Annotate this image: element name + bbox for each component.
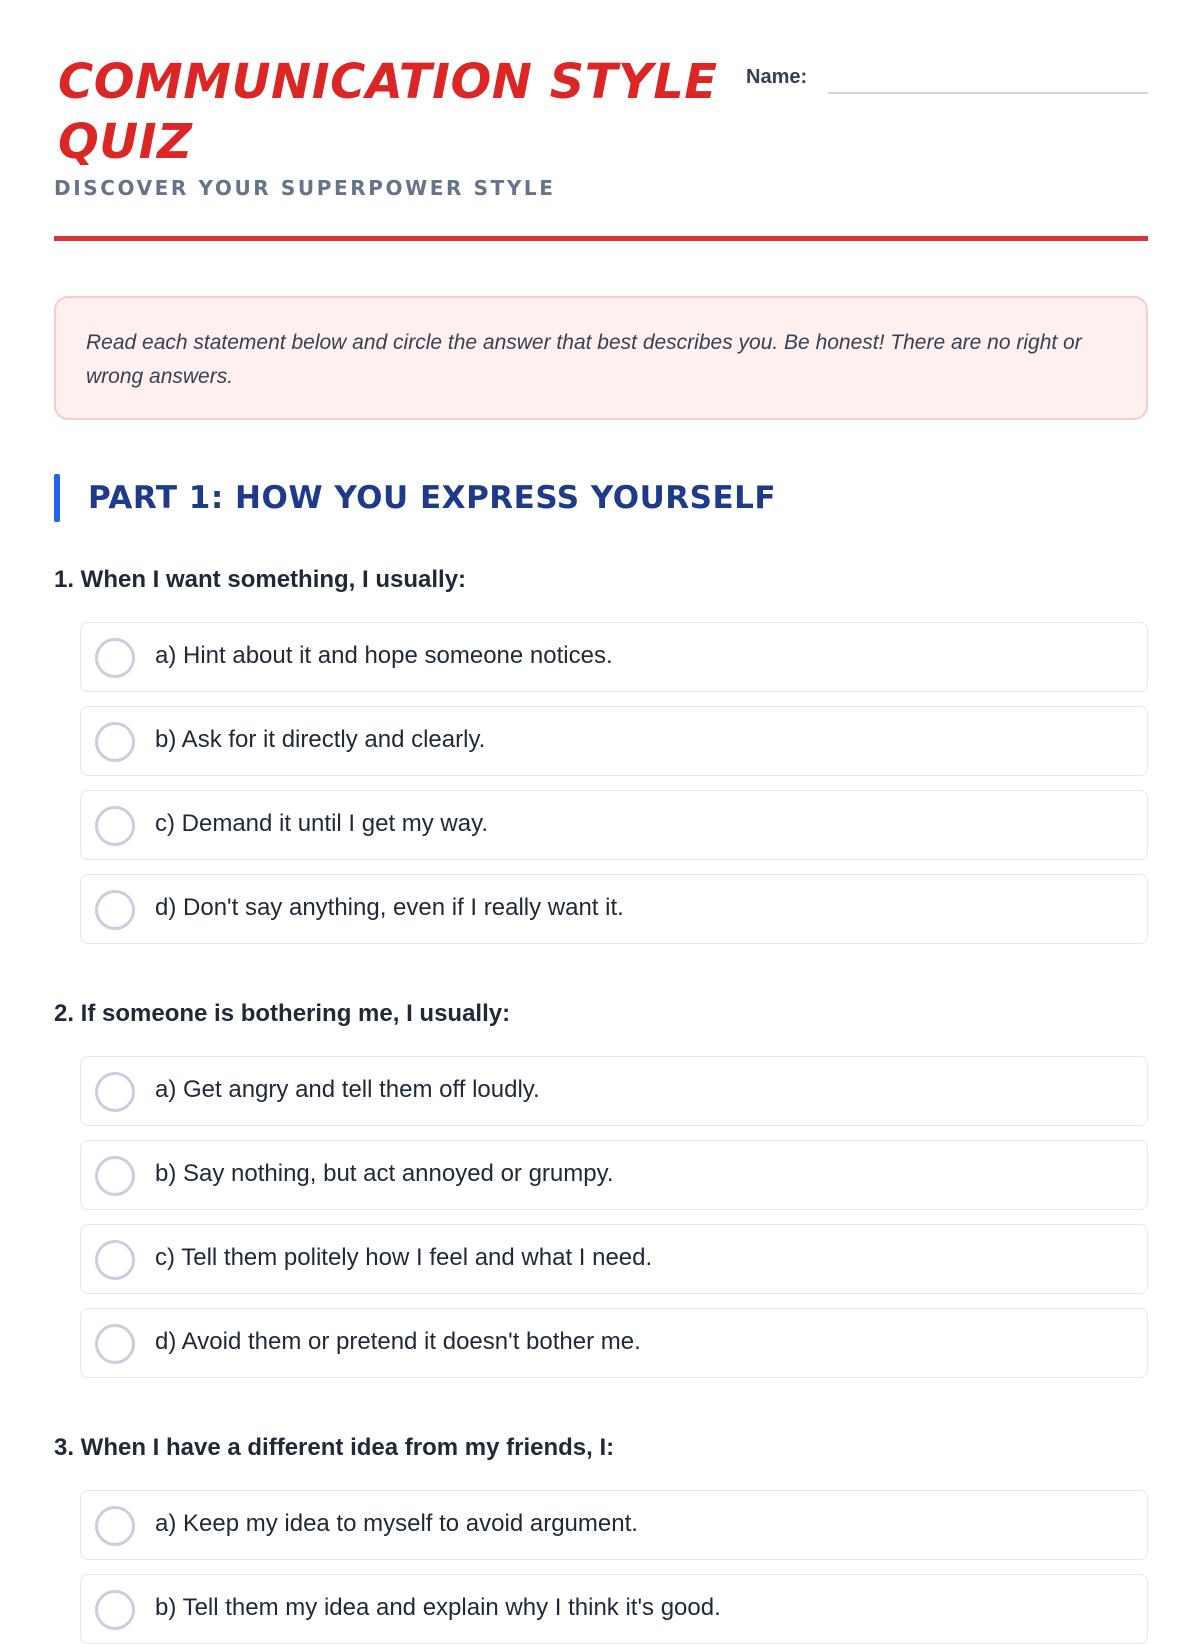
- radio-circle-icon[interactable]: [95, 1240, 135, 1280]
- radio-circle-icon[interactable]: [95, 806, 135, 846]
- page-subtitle: DISCOVER YOUR SUPERPOWER STYLE: [54, 176, 556, 200]
- answer-label: a) Get angry and tell them off loudly.: [155, 1076, 540, 1103]
- header-divider: [54, 236, 1148, 241]
- answer-option[interactable]: [80, 874, 1148, 944]
- part-title: PART 1: HOW YOU EXPRESS YOURSELF: [88, 480, 777, 516]
- answer-option[interactable]: [80, 1574, 1148, 1644]
- answer-label: c) Tell them politely how I feel and what I need.: [155, 1244, 653, 1271]
- worksheet-page: [54, 0, 1148, 1621]
- answer-label: d) Avoid them or pretend it doesn't bother me.: [155, 1328, 641, 1355]
- answer-option[interactable]: [80, 1490, 1148, 1560]
- radio-circle-icon[interactable]: [95, 1156, 135, 1196]
- part-accent-bar: [54, 474, 60, 522]
- answer-option[interactable]: [80, 790, 1148, 860]
- name-label: Name:: [746, 66, 808, 88]
- radio-circle-icon[interactable]: [95, 722, 135, 762]
- radio-circle-icon[interactable]: [95, 638, 135, 678]
- answer-label: a) Hint about it and hope someone notices.: [155, 642, 613, 669]
- question-text: 2. If someone is bothering me, I usually:: [54, 1000, 511, 1027]
- name-field[interactable]: [746, 60, 1148, 96]
- radio-circle-icon[interactable]: [95, 1072, 135, 1112]
- radio-circle-icon[interactable]: [95, 1506, 135, 1546]
- radio-circle-icon[interactable]: [95, 1324, 135, 1364]
- worksheet-header: [54, 52, 1148, 242]
- question-text: 3. When I have a different idea from my friends, I:: [54, 1434, 615, 1461]
- answer-label: b) Tell them my idea and explain why I think it's good.: [155, 1594, 721, 1621]
- name-blank-line[interactable]: [828, 92, 1148, 94]
- answer-option[interactable]: [80, 1308, 1148, 1378]
- radio-circle-icon[interactable]: [95, 1590, 135, 1630]
- question-text: 1. When I want something, I usually:: [54, 566, 467, 593]
- answer-option[interactable]: [80, 706, 1148, 776]
- part-1-heading: [54, 474, 1148, 522]
- page-title: COMMUNICATION STYLE QUIZ: [58, 54, 718, 170]
- answer-option[interactable]: [80, 1224, 1148, 1294]
- question-3: [54, 1434, 1148, 1621]
- answer-option[interactable]: [80, 1140, 1148, 1210]
- question-1: [54, 566, 1148, 946]
- answer-label: c) Demand it until I get my way.: [155, 810, 488, 837]
- radio-circle-icon[interactable]: [95, 890, 135, 930]
- answer-option[interactable]: [80, 622, 1148, 692]
- answer-label: a) Keep my idea to myself to avoid argument.: [155, 1510, 638, 1537]
- answer-option[interactable]: [80, 1056, 1148, 1126]
- answer-label: b) Say nothing, but act annoyed or grumpy.: [155, 1160, 614, 1187]
- question-2: [54, 1000, 1148, 1380]
- answer-label: d) Don't say anything, even if I really want it.: [155, 894, 624, 921]
- instructions-box: Read each statement below and circle the answer that best describes you. Be honest! There are no right or wrong answers.: [54, 296, 1148, 420]
- answer-label: b) Ask for it directly and clearly.: [155, 726, 486, 753]
